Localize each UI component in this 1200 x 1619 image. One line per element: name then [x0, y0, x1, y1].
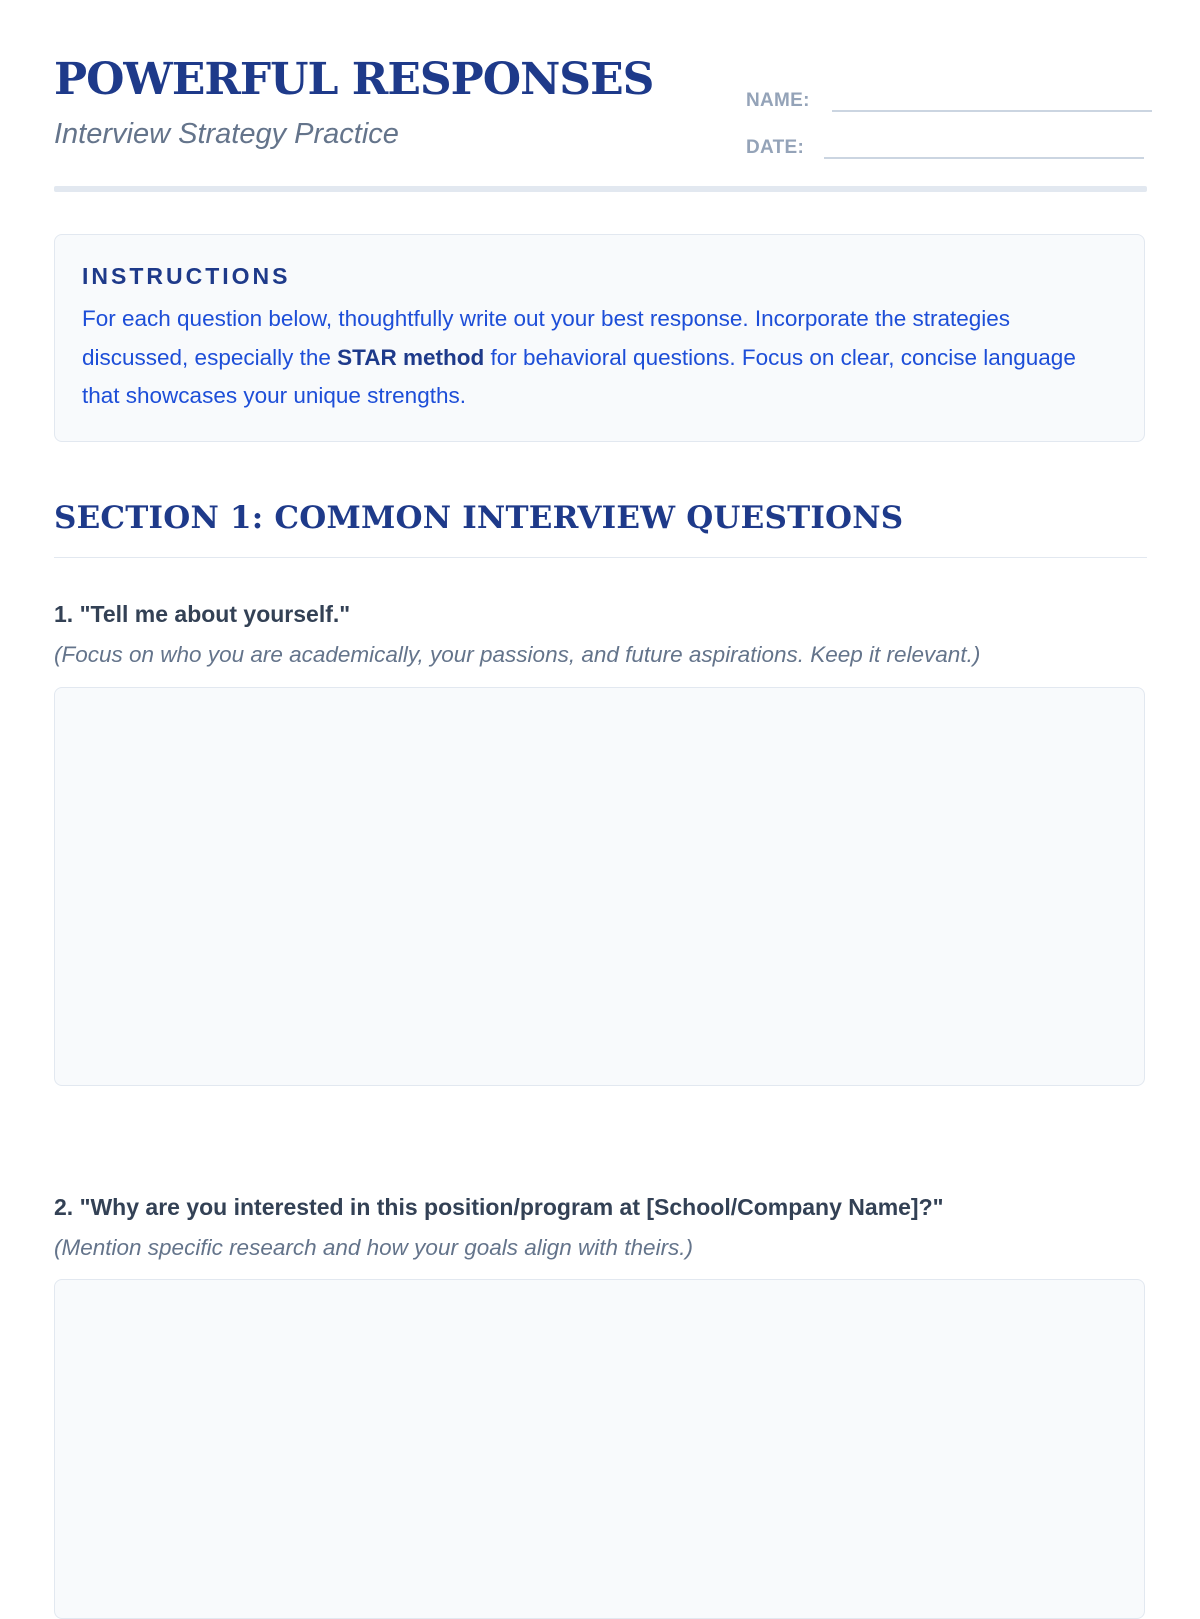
- name-field: [746, 80, 1152, 112]
- document-subtitle: Interview Strategy Practice: [54, 118, 399, 150]
- question-1: [54, 601, 1147, 668]
- date-label: DATE:: [746, 137, 805, 158]
- instructions-text-before: For each question below, thoughtfully write out your best response. Incorporate the strategies discussed, especially the: [82, 306, 1011, 370]
- name-label: NAME:: [746, 90, 810, 111]
- date-field: [746, 127, 1144, 159]
- question-1-hint: (Focus on who you are academically, your passions, and future aspirations. Keep it relevant.): [54, 642, 981, 667]
- date-input-line[interactable]: [824, 127, 1144, 159]
- question-2-answer-box[interactable]: [54, 1279, 1145, 1619]
- worksheet-page: [54, 0, 1147, 1260]
- star-method-emphasis: STAR method: [337, 344, 485, 370]
- question-2: [54, 1194, 1147, 1261]
- instructions-text: [82, 300, 1117, 416]
- question-2-text: 2. "Why are you interested in this position/program at [School/Company Name]?": [54, 1194, 944, 1220]
- worksheet-header: [54, 0, 1147, 186]
- header-divider: [54, 186, 1147, 192]
- document-title: POWERFUL RESPONSES: [54, 54, 654, 105]
- name-input-line[interactable]: [832, 80, 1152, 112]
- instructions-text-after: for behavioral questions. Focus on clear, concise language that showcases your unique strengths.: [82, 344, 1076, 408]
- instructions-box: [54, 234, 1145, 442]
- instructions-heading: INSTRUCTIONS: [82, 263, 291, 289]
- question-2-hint: (Mention specific research and how your goals align with theirs.): [54, 1235, 694, 1260]
- section-divider: [54, 557, 1147, 558]
- question-1-text: 1. "Tell me about yourself.": [54, 601, 351, 627]
- question-1-answer-box[interactable]: [54, 687, 1145, 1086]
- section-1-title: SECTION 1: COMMON INTERVIEW QUESTIONS: [54, 500, 904, 536]
